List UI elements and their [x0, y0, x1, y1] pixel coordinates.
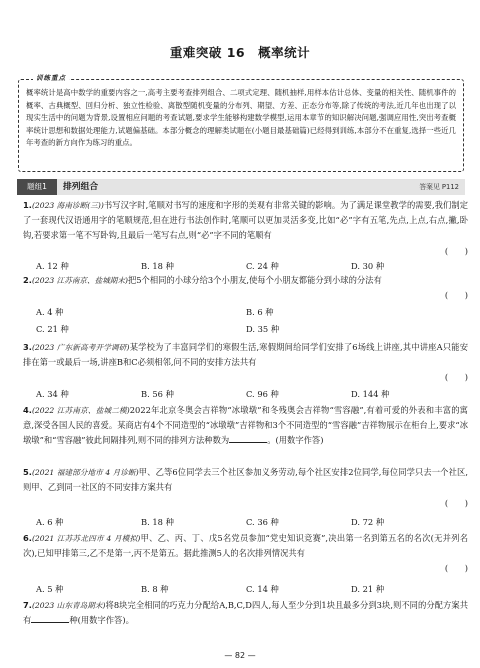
- question-6-options: [36, 582, 456, 596]
- question-6-paren-row: [0, 561, 480, 575]
- question-1-options: [36, 259, 456, 273]
- option-a[interactable]: A. 6 种: [36, 517, 64, 527]
- answer-paren: ( ): [444, 246, 468, 256]
- question-number: 6.: [23, 533, 32, 543]
- option-a[interactable]: A. 34 种: [36, 389, 69, 399]
- option-c[interactable]: C. 96 种: [246, 389, 279, 399]
- question-number: 4.: [23, 405, 32, 415]
- option-d[interactable]: D. 144 种: [351, 389, 390, 399]
- question-text: 某学校为了丰富同学们的寒假生活,寒假期间给同学们安排了6场线上讲座,其中讲座A只能安排在第一或最后一场,讲座B和C必须相邻,问不同的安排方法共有: [23, 342, 468, 368]
- option-b[interactable]: B. 56 种: [141, 389, 174, 399]
- answer-paren: ( ): [444, 290, 468, 300]
- option-d[interactable]: D. 30 种: [351, 261, 385, 271]
- question-5-options: [36, 515, 456, 529]
- option-b[interactable]: B. 18 种: [141, 261, 174, 271]
- question-text: 甲、乙、丙、丁、戊5名党员参加“党史知识竞赛”,决出第一名到第五名的名次(无并列名次),已知甲排第三,乙不是第一,丙不是第五。据此推测5人的名次排列情况共有: [23, 533, 468, 559]
- question-3-paren-row: [0, 370, 480, 384]
- page-title: 重难突破 16 概率统计: [169, 45, 311, 60]
- question-text: 2022年北京冬奥会吉祥物“冰墩墩”和冬残奥会吉祥物“雪容融”,有着可爱的外表和丰富的寓意,深受各国人民的喜爱。某商店有4个不同造型的“冰墩墩”吉祥物和3个不同造型的“雪容融”吉祥物展示在柜台上,要求“冰墩墩”和“雪容融”彼此间隔排列,则不同的排列方法种数为: [23, 405, 468, 446]
- answer-paren: ( ): [444, 498, 468, 508]
- answer-paren: ( ): [444, 372, 468, 382]
- answer-paren: ( ): [444, 563, 468, 573]
- option-c[interactable]: C. 36 种: [246, 517, 279, 527]
- question-number: 2.: [23, 275, 32, 285]
- question-source: (2023 广东新高考开学调研): [31, 343, 130, 352]
- training-focus-text: 概率统计是高中数学的重要内容之一,高考主要考查排列组合、二项式定理、随机抽样,用样本估计总体、变量的相关性、随机事件的概率、古典概型、回归分析、独立性检验、离散型随机变量的分布列、期望、方差、正态分布等,除了传统的考法,近几年也出现了以现实生活中的问题为背景,设置相应问题的考查试题,要求学生能够构建数学模型,运用本章节的知识解决问题,强调应用性,突出考查概率统计思想和数据处理能力,试题偏基础。本部分概念的理解类试题在(小题目最基础篇)已经得到训练,本部分不在重复,选择一些近几年考查的新方向作为练习的重点。: [26, 88, 456, 148]
- question-number: 7.: [23, 600, 32, 610]
- question-source: (2023 江苏南京、盐城期末): [31, 276, 128, 285]
- question-3-options: [36, 387, 456, 401]
- section-tag: 题组1: [17, 179, 57, 195]
- answer-reference: 答案见 P112: [419, 183, 459, 191]
- question-number: 5.: [23, 467, 32, 477]
- answer-blank[interactable]: [229, 434, 267, 443]
- question-5: [23, 465, 468, 495]
- question-1: [23, 198, 468, 244]
- question-text: 把5个相同的小球分给3个小朋友,使每个小朋友都能分到小球的分法有: [127, 275, 382, 285]
- question-source: (2022 江苏南京、盐城二模): [31, 406, 130, 415]
- question-number: 3.: [23, 342, 32, 352]
- question-text: 书写汉字时,笔顺对书写的速度和字形的美观有非常关键的影响。为了满足课堂教学的需要,我们制定了一套现代汉语通用字的笔顺规范,但在进行书法创作时,笔顺可以更加灵活多变,比如“必”字有五笔,先点,上点,右点,撇,卧钩,若要求第一笔不写卧钩,且最后一笔写右点,则“必”字不同的笔顺有: [23, 200, 468, 241]
- question-4: [23, 403, 468, 449]
- question-2-options: [36, 305, 456, 319]
- training-focus-tag: 训练重点: [33, 73, 69, 82]
- question-3: [23, 340, 468, 370]
- option-c[interactable]: C. 24 种: [246, 261, 279, 271]
- question-7: [23, 598, 468, 628]
- question-2-options-row2: [36, 322, 456, 336]
- question-source: (2021 江苏苏北四市 4 月模拟): [31, 534, 141, 543]
- question-text-tail: 。(用数字作答): [267, 435, 324, 446]
- question-2: [23, 273, 468, 288]
- page-number: — 82 —: [224, 651, 256, 660]
- option-a[interactable]: A. 4 种: [36, 307, 64, 317]
- option-d[interactable]: D. 35 种: [246, 324, 280, 334]
- question-6: [23, 531, 468, 561]
- question-text-tail: 种(用数字作答)。: [69, 615, 134, 626]
- option-c[interactable]: C. 14 种: [246, 584, 279, 594]
- question-source: (2021 福建部分地市 4 月诊断): [31, 468, 139, 477]
- question-number: 1.: [23, 200, 32, 210]
- option-b[interactable]: B. 6 种: [246, 307, 274, 317]
- question-source: (2023 海南诊断(三)): [31, 201, 104, 210]
- section-header: [17, 179, 465, 195]
- question-text: 甲、乙等6位同学去三个社区参加义务劳动,每个社区安排2位同学,每位同学只去一个社区,则甲、乙到同一社区的不同安排方案共有: [23, 467, 468, 493]
- answer-blank[interactable]: [31, 614, 69, 623]
- question-5-paren-row: [0, 496, 480, 510]
- option-a[interactable]: A. 5 种: [36, 584, 64, 594]
- training-focus-box: [18, 74, 464, 172]
- question-text: 将8块完全相同的巧克力分配给A,B,C,D四人,每人至少分到1块且最多分到3块,则不同的分配方案共有: [23, 600, 468, 626]
- question-source: (2023 山东青岛期末): [31, 601, 106, 610]
- question-1-paren-row: [0, 244, 480, 258]
- question-2-paren-row: [0, 288, 480, 302]
- option-a[interactable]: A. 12 种: [36, 261, 69, 271]
- option-d[interactable]: D. 21 种: [351, 584, 385, 594]
- option-c[interactable]: C. 21 种: [36, 324, 69, 334]
- section-name: 排列组合: [63, 182, 99, 192]
- option-d[interactable]: D. 72 种: [351, 517, 385, 527]
- option-b[interactable]: B. 18 种: [141, 517, 174, 527]
- option-b[interactable]: B. 8 种: [141, 584, 169, 594]
